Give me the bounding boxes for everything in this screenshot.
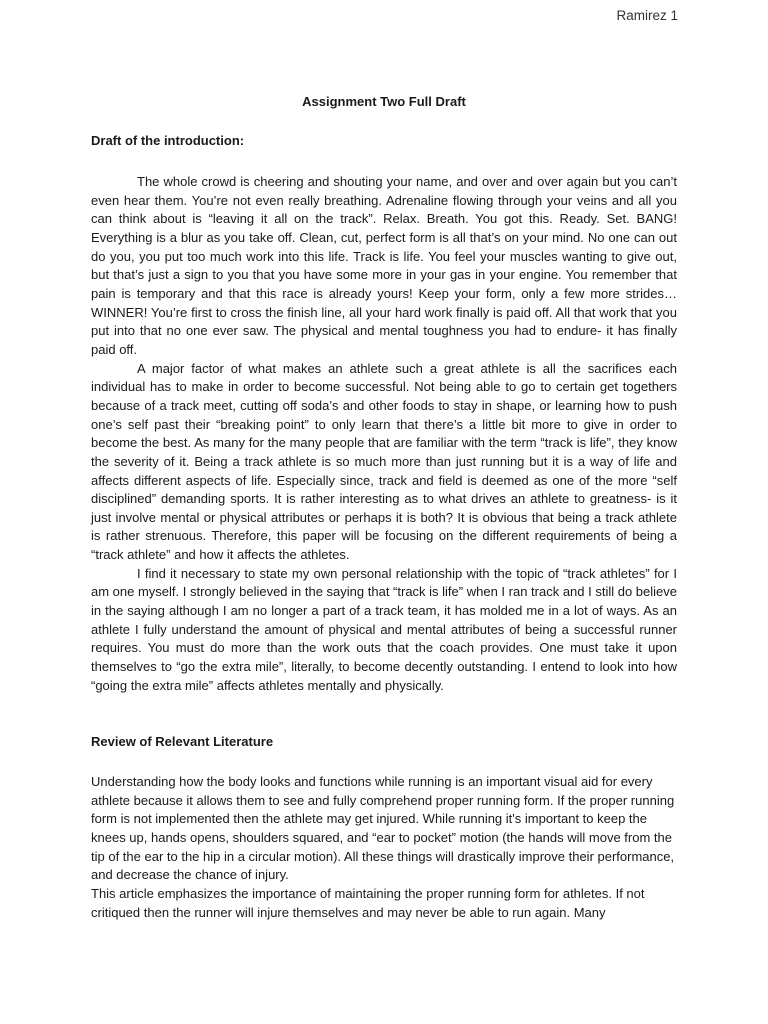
paragraph: I find it necessary to state my own personal relationship with the topic of “track athletes” for I am one myself. I strongly believed in the saying that “track is life” when I ran track and I still do believe in the saying although I am no longer a part of a track team, it has molded me in a lot of ways. As an athlete I fully understand the amount of physical and mental attributes of being a successful runner requires. You must do more than the work outs that the coach provides. One must take it upon themselves to “go the extra mile”, literally, to become decently outstanding. I entend to look into how “going the extra mile” affects athletes mentally and physically.: [91, 565, 677, 693]
paragraph: A major factor of what makes an athlete such a great athlete is all the sacrifices each individual has to make in order to become successful. Not being able to go to certain get togethers because of a track meet, cutting off soda’s and other foods to stay in shape, or learning how to push one’s self past their “breaking point” to only learn that there’s a little bit more to give in order to become the best. As many for the many people that are familiar with the term “track is life”, they know the severity of it. Being a track athlete is so much more than just running but it is a way of life and affects different aspects of life. Especially since, track and field is deemed as one of the more “self disciplined” demanding sports. It is rather interesting as to what drives an athlete to greatness- is it just involve mental or physical attributes or perhaps it is both? It is obvious that being a track athlete is rather strenuous. Therefore, this paper will be focusing on the different requirements of being a “track athlete” and how it affects the athletes.: [91, 360, 677, 563]
paragraph: Understanding how the body looks and functions while running is an important visual aid for every athlete because it allows them to see and fully comprehend proper running form. If the proper running form is not implemented then the athlete may get injured. While running it's important to keep the knees up, hands opens, shoulders squared, and “ear to pocket” motion (the hands will move from the tip of the ear to the hip in a circular motion). All these things will drastically improve their performance, and decrease the chance of injury.: [91, 774, 675, 883]
running-head: Ramirez 1: [616, 8, 678, 23]
document-title: Assignment Two Full Draft: [302, 94, 466, 109]
literature-review-body: [91, 773, 677, 922]
paragraph: This article emphasizes the importance of maintaining the proper running form for athletes. If not critiqued then the runner will injure themselves and may never be able to run again. Many: [91, 885, 645, 920]
section-heading-literature-review: Review of Relevant Literature: [91, 734, 274, 749]
section-heading-introduction: Draft of the introduction:: [91, 133, 245, 148]
introduction-body: [91, 173, 677, 695]
paragraph: The whole crowd is cheering and shouting your name, and over and over again but you can’t even hear them. You’re not even really breathing. Adrenaline flowing through your veins and all you can think about is “leaving it all on the track”. Relax. Breath. You got this. Ready. Set. BANG! Everything is a blur as you take off. Clean, cut, perfect form is all that’s on your mind. No one can out do you, you put too much work into this life. Track is life. You feel your muscles wanting to give out, but that’s just a sign to you that you have some more in your gas in your engine. You remember that pain is temporary and that this race is already yours! Keep your form, only a few more strides… WINNER! You’re first to cross the finish line, all your hard work finally is paid off. All that work that you put into that no one ever saw. The physical and mental toughness you had to endure- it has finally paid off.: [91, 174, 677, 357]
